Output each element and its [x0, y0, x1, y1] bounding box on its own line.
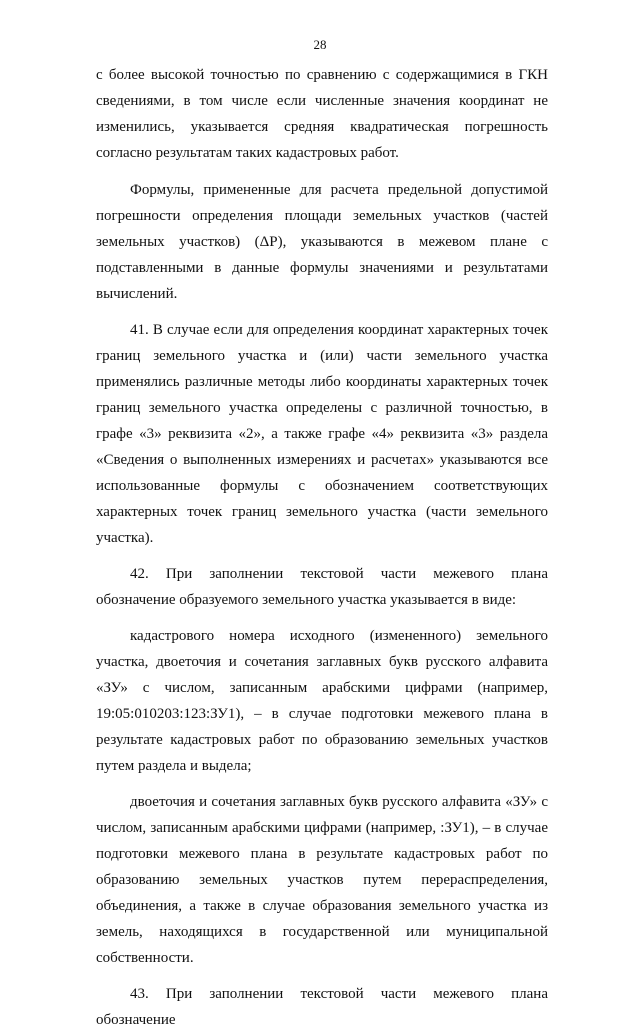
document-body [96, 62, 548, 1033]
page-number: 28 [313, 37, 327, 52]
paragraph-cadastral-number-format: кадастрового номера исходного (измененного) земельного участка, двоеточия и сочетания заглавных букв русского алфавита «ЗУ» с числом, записанным арабскими цифрами (например, 19:05:010203:123:ЗУ1), – в случае подготовки межевого плана в результате кадастровых работ по образованию земельных участков путем раздела и выдела; [96, 628, 548, 774]
paragraph-continuation: с более высокой точностью по сравнению с содержащимися в ГКН сведениями, в том числе если численные значения координат не изменились, указывается средняя квадратическая погрешность согласно результатам таких кадастровых работ. [96, 67, 548, 161]
paragraph-clause-41: 41. В случае если для определения координат характерных точек границ земельного участка и (или) части земельного участка применялись различные методы либо координаты характерных точек границ земельного участка определены с различной точностью, в графе «3» реквизита «2», а также графе «4» реквизита «3» раздела «Сведения о выполненных измерениях и расчетах» указываются все использованные формулы с обозначением соответствующих характерных точек границ земельного участка (части земельного участка). [96, 322, 548, 546]
paragraph-clause-43: 43. При заполнении текстовой части межевого плана обозначение [96, 986, 548, 1028]
paragraph-clause-42: 42. При заполнении текстовой части межевого плана обозначение образуемого земельного участка указывается в виде: [96, 566, 548, 608]
paragraph-colon-format: двоеточия и сочетания заглавных букв русского алфавита «ЗУ» с числом, записанным арабскими цифрами (например, :ЗУ1), – в случае подготовки межевого плана в результате кадастровых работ по образованию земельных участков путем перераспределения, объединения, а также в случае образования земельного участка из земель, находящихся в государственной или муниципальной собственности. [96, 794, 548, 966]
paragraph-formulas: Формулы, примененные для расчета предельной допустимой погрешности определения площади земельных участков (частей земельных участков) (ΔP), указываются в межевом плане с подставленными в данные формулы значениями и результатами вычислений. [96, 182, 548, 302]
